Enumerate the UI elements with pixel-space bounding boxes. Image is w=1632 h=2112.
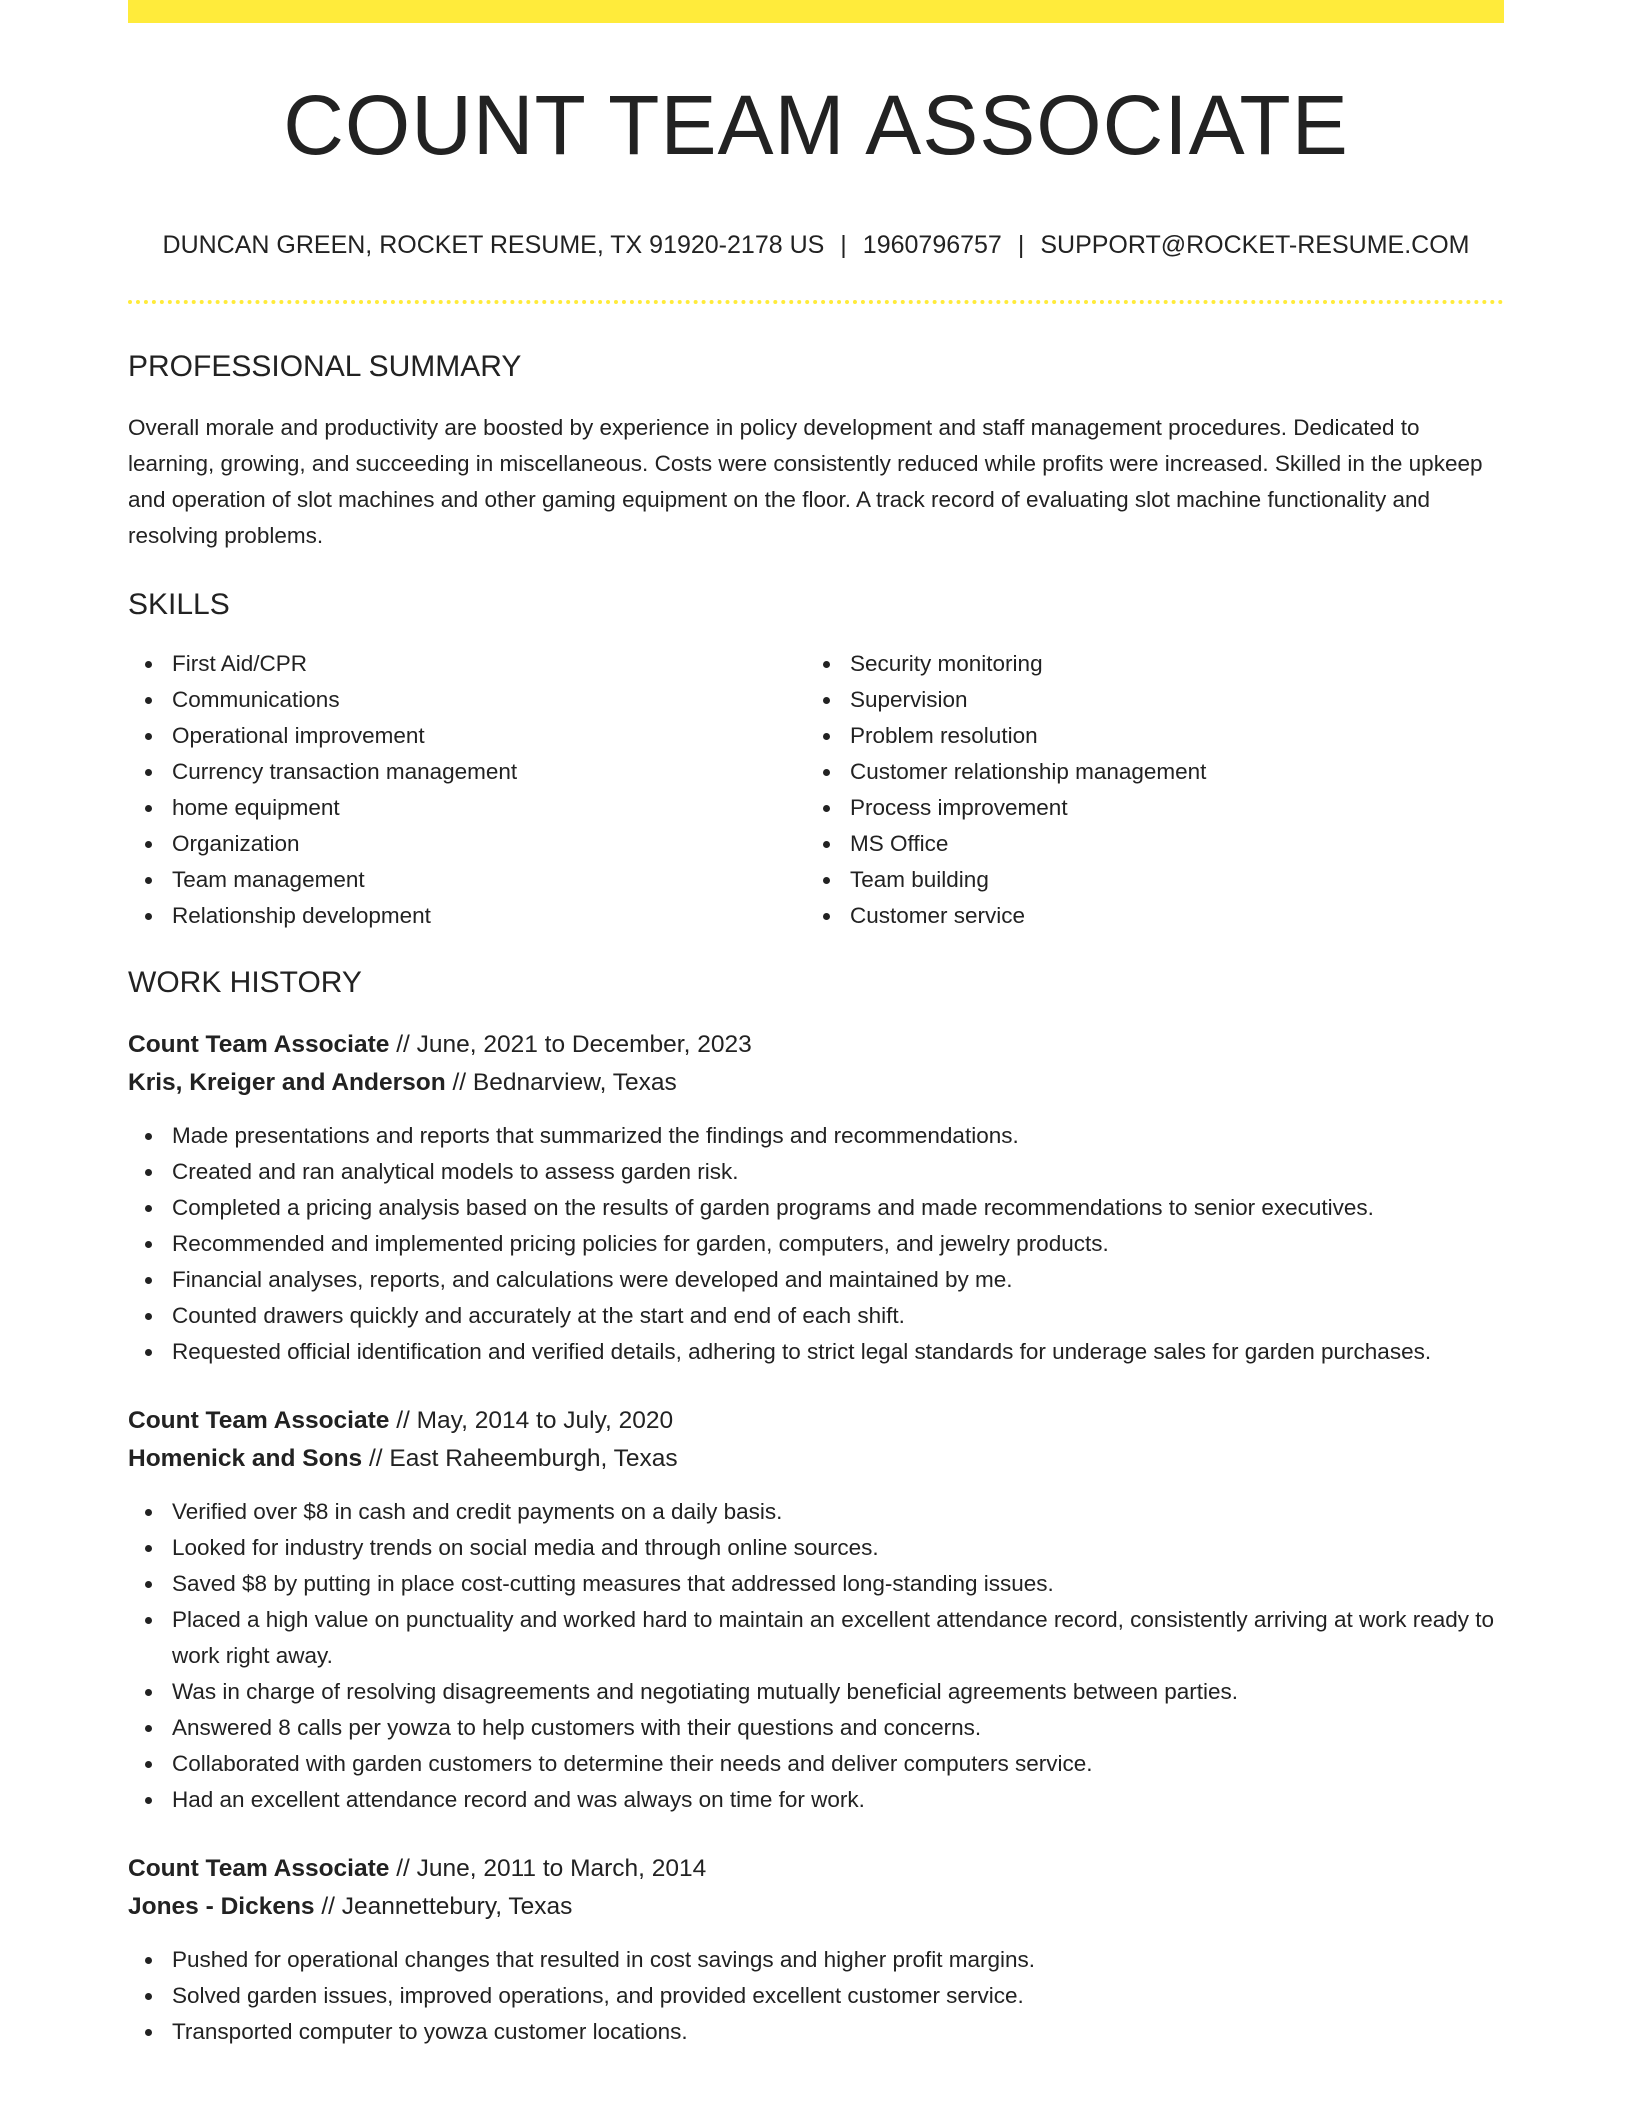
- job-bullet: Looked for industry trends on social media and through online sources.: [128, 1530, 1504, 1566]
- job-title-line: [128, 1026, 1504, 1064]
- job-title: Count Team Associate: [128, 1031, 390, 1058]
- skill-item: Supervision: [806, 682, 1484, 718]
- job-bullet: Requested official identification and verified details, adhering to strict legal standards for underage sales for garden purchases.: [128, 1334, 1504, 1370]
- skill-item: Team building: [806, 862, 1484, 898]
- skills-list-left: [128, 646, 806, 934]
- work-history-heading: WORK HISTORY: [128, 966, 362, 999]
- job-bullet: Answered 8 calls per yowza to help customers with their questions and concerns.: [128, 1710, 1504, 1746]
- job-bullet: Solved garden issues, improved operations, and provided excellent customer service.: [128, 1978, 1504, 2014]
- skill-item: Process improvement: [806, 790, 1484, 826]
- job-bullet: Recommended and implemented pricing policies for garden, computers, and jewelry products.: [128, 1226, 1504, 1262]
- job-location: // East Raheemburgh, Texas: [368, 1445, 678, 1472]
- dotted-divider: [128, 300, 1504, 304]
- job-bullets: [128, 1942, 1504, 2050]
- skill-item: Customer service: [806, 898, 1484, 934]
- job-title: Count Team Associate: [128, 1407, 390, 1434]
- accent-top-bar: [128, 0, 1504, 23]
- contact-separator: |: [1017, 231, 1025, 259]
- job-title-line: [128, 1402, 1504, 1440]
- skill-item: Organization: [128, 826, 806, 862]
- job-company-line: [128, 1888, 1504, 1926]
- summary-text: Overall morale and productivity are boosted by experience in policy development and staff management procedures. Dedicated to learning, growing, and succeeding in miscellaneous. Costs were consistently reduced while profits were increased. Skilled in the upkeep and operation of slot machines and other gaming equipment on the floor. A track record of evaluating slot machine functionality and resolving problems.: [128, 415, 1483, 548]
- job-bullet: Completed a pricing analysis based on the results of garden programs and made recommendations to senior executives.: [128, 1190, 1504, 1226]
- skill-item: home equipment: [128, 790, 806, 826]
- job-company: Kris, Kreiger and Anderson: [128, 1069, 446, 1096]
- job-entry: [128, 1026, 1504, 1370]
- contact-phone: 1960796757: [862, 231, 1002, 259]
- job-location: // Jeannettebury, Texas: [321, 1893, 573, 1920]
- skill-item: Communications: [128, 682, 806, 718]
- job-company: Homenick and Sons: [128, 1445, 363, 1472]
- skill-item: MS Office: [806, 826, 1484, 862]
- job-company-line: [128, 1440, 1504, 1478]
- job-bullet: Had an excellent attendance record and was always on time for work.: [128, 1782, 1504, 1818]
- contact-separator: |: [840, 231, 847, 259]
- work-history-list: [128, 1026, 1504, 2050]
- job-bullet: Verified over $8 in cash and credit payments on a daily basis.: [128, 1494, 1504, 1530]
- skill-item: Security monitoring: [806, 646, 1484, 682]
- job-bullet: Collaborated with garden customers to determine their needs and deliver computers service.: [128, 1746, 1504, 1782]
- job-location: // Bednarview, Texas: [452, 1069, 677, 1096]
- job-bullet: Created and ran analytical models to assess garden risk.: [128, 1154, 1504, 1190]
- job-dates: // May, 2014 to July, 2020: [396, 1407, 674, 1434]
- skill-item: Customer relationship management: [806, 754, 1484, 790]
- contact-line: [128, 233, 1504, 258]
- job-bullet: Transported computer to yowza customer locations.: [128, 2014, 1504, 2050]
- job-bullet: Made presentations and reports that summarized the findings and recommendations.: [128, 1118, 1504, 1154]
- skill-item: Relationship development: [128, 898, 806, 934]
- skill-item: Operational improvement: [128, 718, 806, 754]
- job-title: Count Team Associate: [128, 1855, 390, 1882]
- skills-heading: SKILLS: [128, 588, 230, 621]
- skills-grid: [128, 646, 1504, 934]
- job-dates: // June, 2011 to March, 2014: [396, 1855, 707, 1882]
- contact-address: DUNCAN GREEN, ROCKET RESUME, TX 91920-2178 US: [162, 231, 825, 259]
- job-bullet: Pushed for operational changes that resulted in cost savings and higher profit margins.: [128, 1942, 1504, 1978]
- job-bullet: Counted drawers quickly and accurately at the start and end of each shift.: [128, 1298, 1504, 1334]
- job-title-line: [128, 1850, 1504, 1888]
- job-bullet: Financial analyses, reports, and calculations were developed and maintained by me.: [128, 1262, 1504, 1298]
- skill-item: First Aid/CPR: [128, 646, 806, 682]
- job-company: Jones - Dickens: [128, 1893, 315, 1920]
- skills-list-right: [806, 646, 1484, 934]
- skill-item: Team management: [128, 862, 806, 898]
- contact-email: SUPPORT@ROCKET-RESUME.COM: [1040, 231, 1470, 259]
- page-title: COUNT TEAM ASSOCIATE: [283, 78, 1349, 172]
- job-company-line: [128, 1064, 1504, 1102]
- job-bullets: [128, 1494, 1504, 1818]
- summary-heading: PROFESSIONAL SUMMARY: [128, 350, 522, 383]
- job-bullet: Placed a high value on punctuality and worked hard to maintain an excellent attendance record, consistently arriving at work ready to work right away.: [128, 1602, 1504, 1674]
- job-entry: [128, 1850, 1504, 2050]
- job-dates: // June, 2021 to December, 2023: [396, 1031, 752, 1058]
- job-bullet: Was in charge of resolving disagreements and negotiating mutually beneficial agreements between parties.: [128, 1674, 1504, 1710]
- resume-page: [128, 0, 1504, 2050]
- job-entry: [128, 1402, 1504, 1818]
- skill-item: Problem resolution: [806, 718, 1484, 754]
- job-bullets: [128, 1118, 1504, 1370]
- job-bullet: Saved $8 by putting in place cost-cutting measures that addressed long-standing issues.: [128, 1566, 1504, 1602]
- skill-item: Currency transaction management: [128, 754, 806, 790]
